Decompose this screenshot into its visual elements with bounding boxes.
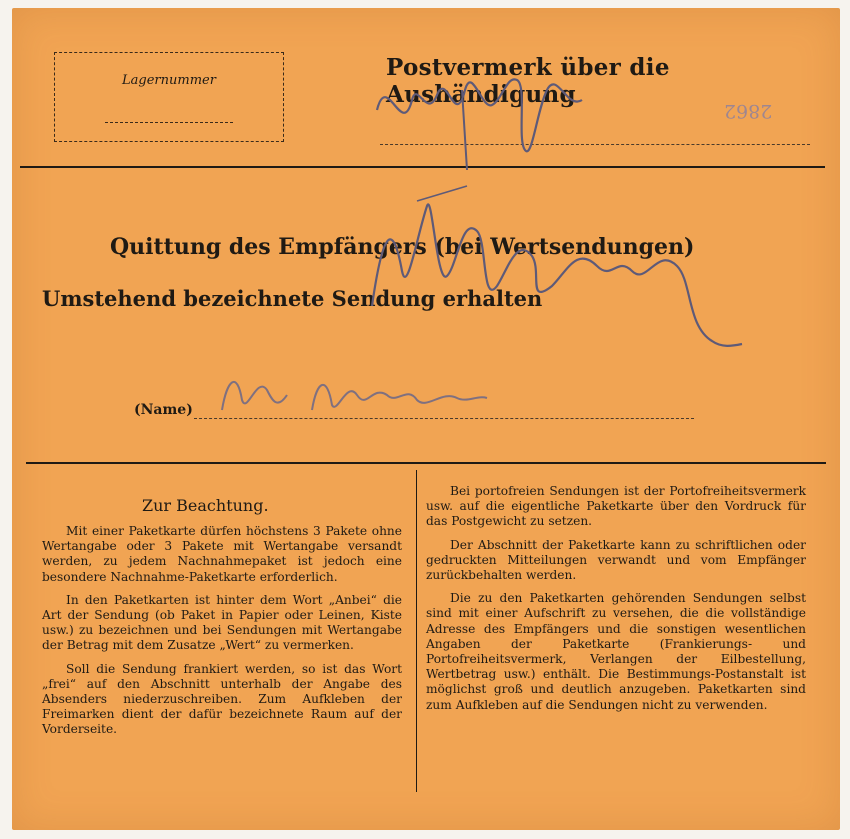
left-paragraph-2: In den Paketkarten ist hinter dem Wort „Anbei“ die Art der Sendung (ob Paket in Papier oder Leinen, Kiste usw.) zu bezeichnen und bei Sendungen mit Wertangabe der Betrag mit dem Zusatze „Wert“ zu vermerken. [42,592,402,653]
left-paragraph-3: Soll die Sendung frankiert werden, so ist das Wort „frei“ auf den Abschnitt unterhalb der Angabe des Absenders niederzuschreiben. Zum Aufkleben der Freimarken dient der dafür bezeichnete Raum auf der Vorderseite. [42,661,402,737]
name-label: (Name) [134,402,193,418]
beachtung-heading: Zur Beachtung. [142,496,269,515]
divider-top [20,166,825,168]
column-divider [416,470,417,792]
lagernummer-line [105,122,233,123]
quittung-title: Quittung des Empfängers (bei Wertsendungen) [110,234,695,260]
lagernummer-label: Lagernummer [122,73,216,88]
right-paragraph-3: Die zu den Paketkarten gehörenden Sendungen selbst sind mit einer Aufschrift zu versehen, die die vollständige Adresse des Empfängers und die sonstigen wesentlichen Angaben der Paketkarte (Frankierungs- und Portofreiheitsvermerk, Verlangen der Eilbestellung, Wertbetrag usw.) enthält. Die Bestimmungs-Postanstalt ist möglichst groß und deutlich anzugeben. Paketkarten sind zum Aufkleben auf die Sendungen nicht zu verwenden. [426,591,806,712]
postvermerk-line [380,144,810,145]
parcel-card [12,8,840,830]
left-paragraph-1: Mit einer Paketkarte dürfen höchstens 3 Pakete ohne Wertangabe oder 3 Pakete mit Wertangabe versandt werden, zu jedem Nachnahmepaket ist jedoch eine besondere Nachnahme-Paketkarte erforderlich. [42,524,402,584]
stamp-number: 2862 [724,100,773,122]
umstehend-text: Umstehend bezeichnete Sendung erhalten [42,286,543,311]
instructions-left [42,524,402,746]
handwritten-signature-middle [357,176,747,376]
name-line [194,418,694,419]
divider-middle [26,462,826,464]
right-paragraph-2: Der Abschnitt der Paketkarte kann zu schriftlichen oder gedruckten Mitteilungen verwandt und vom Empfänger zurückbehalten werden. [426,537,806,583]
lagernummer-box [54,52,284,142]
postvermerk-title: Postvermerk über die Aushändigung [386,54,670,108]
instructions-right [426,484,806,721]
handwritten-signature-name [212,360,492,420]
right-paragraph-1: Bei portofreien Sendungen ist der Portofreiheitsvermerk usw. auf die eigentliche Paketkarte über den Vordruck für das Postgewicht zu setzen. [426,484,806,529]
